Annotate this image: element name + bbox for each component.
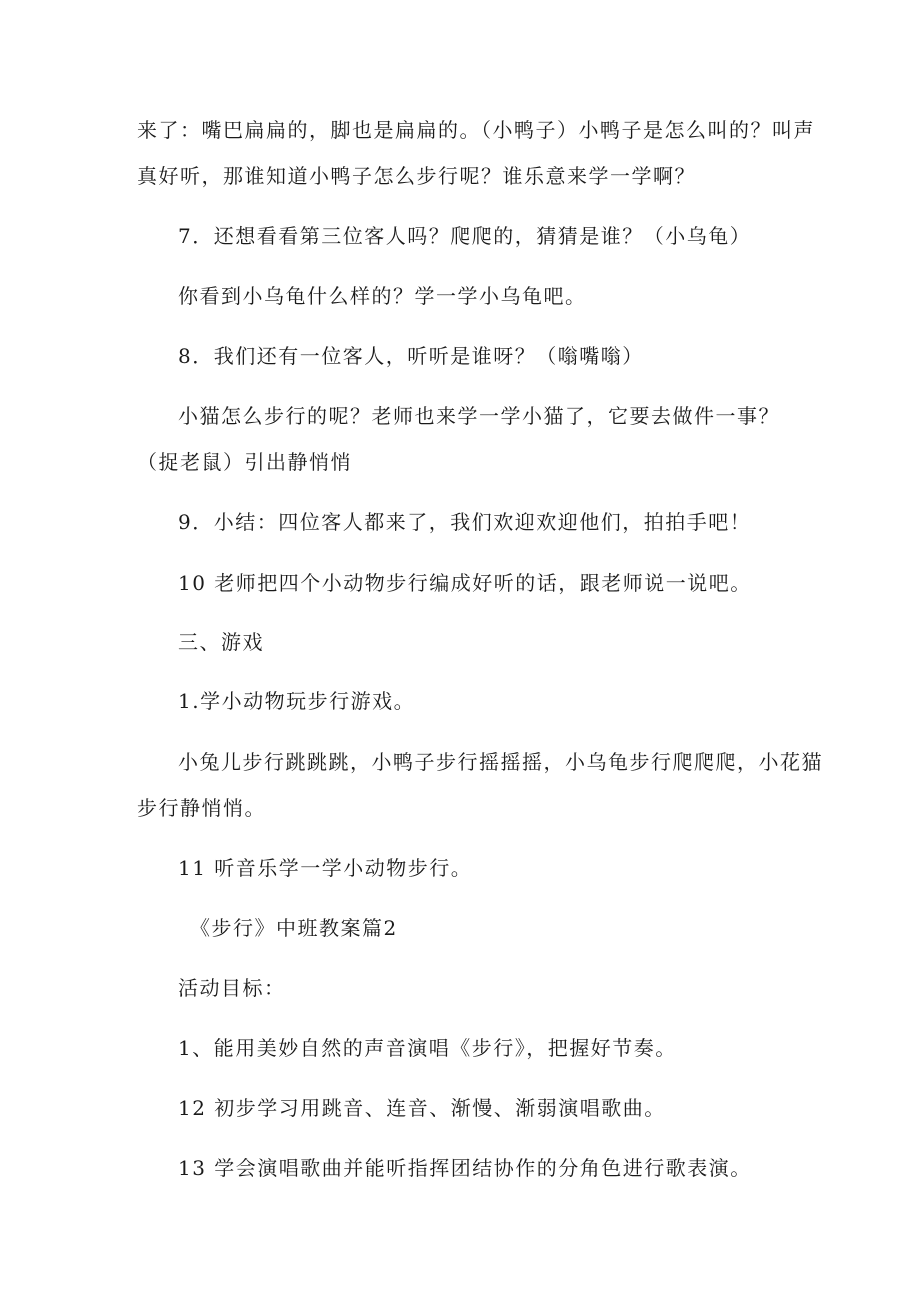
paragraph-line-7: （捉老鼠）引出静悄悄 <box>137 450 352 474</box>
list-item-1: 1.学小动物玩步行游戏。 <box>178 689 416 713</box>
paragraph-line-1: 来了：嘴巴扁扁的，脚也是扁扁的。（小鸭子）小鸭子是怎么叫的？叫声 <box>137 118 815 142</box>
section-heading-game: 三、游戏 <box>178 630 264 654</box>
paragraph-line-6: 小猫怎么步行的呢？老师也来学一学小猫了，它要去做件一事？ <box>178 404 780 428</box>
paragraph-line-2: 真好听，那谁知道小鸭子怎么步行呢？谁乐意来学一学啊？ <box>137 164 696 188</box>
paragraph-line-4: 你看到小乌龟什么样的？学一学小乌龟吧。 <box>178 284 587 308</box>
step-7-line: 7．还想看看第三位客人吗？爬爬的，猜猜是谁？（小乌龟） <box>178 224 752 248</box>
step-10-line: 10 老师把四个小动物步行编成好听的话，跟老师说一说吧。 <box>178 571 752 595</box>
paragraph-line-12: 小兔儿步行跳跳跳，小鸭子步行摇摇摇，小乌龟步行爬爬爬，小花猫 <box>178 750 823 774</box>
lesson-plan-title: 《步行》中班教案篇2 <box>190 916 398 940</box>
paragraph-line-13: 步行静悄悄。 <box>137 796 266 820</box>
activity-goals-heading: 活动目标： <box>178 976 286 1000</box>
step-8-line: 8．我们还有一位客人，听听是谁呀？（嗡嘴嗡） <box>178 344 644 368</box>
step-9-line: 9．小结：四位客人都来了，我们欢迎欢迎他们，拍拍手吧！ <box>178 510 752 534</box>
step-11-line: 11 听音乐学一学小动物步行。 <box>178 856 473 880</box>
goal-item-13: 13 学会演唱歌曲并能听指挥团结协作的分角色进行歌表演。 <box>178 1156 752 1180</box>
goal-item-12: 12 初步学习用跳音、连音、渐慢、渐弱演唱歌曲。 <box>178 1096 666 1120</box>
goal-item-1: 1、能用美妙自然的声音演唱《步行》，把握好节奏。 <box>178 1036 677 1060</box>
